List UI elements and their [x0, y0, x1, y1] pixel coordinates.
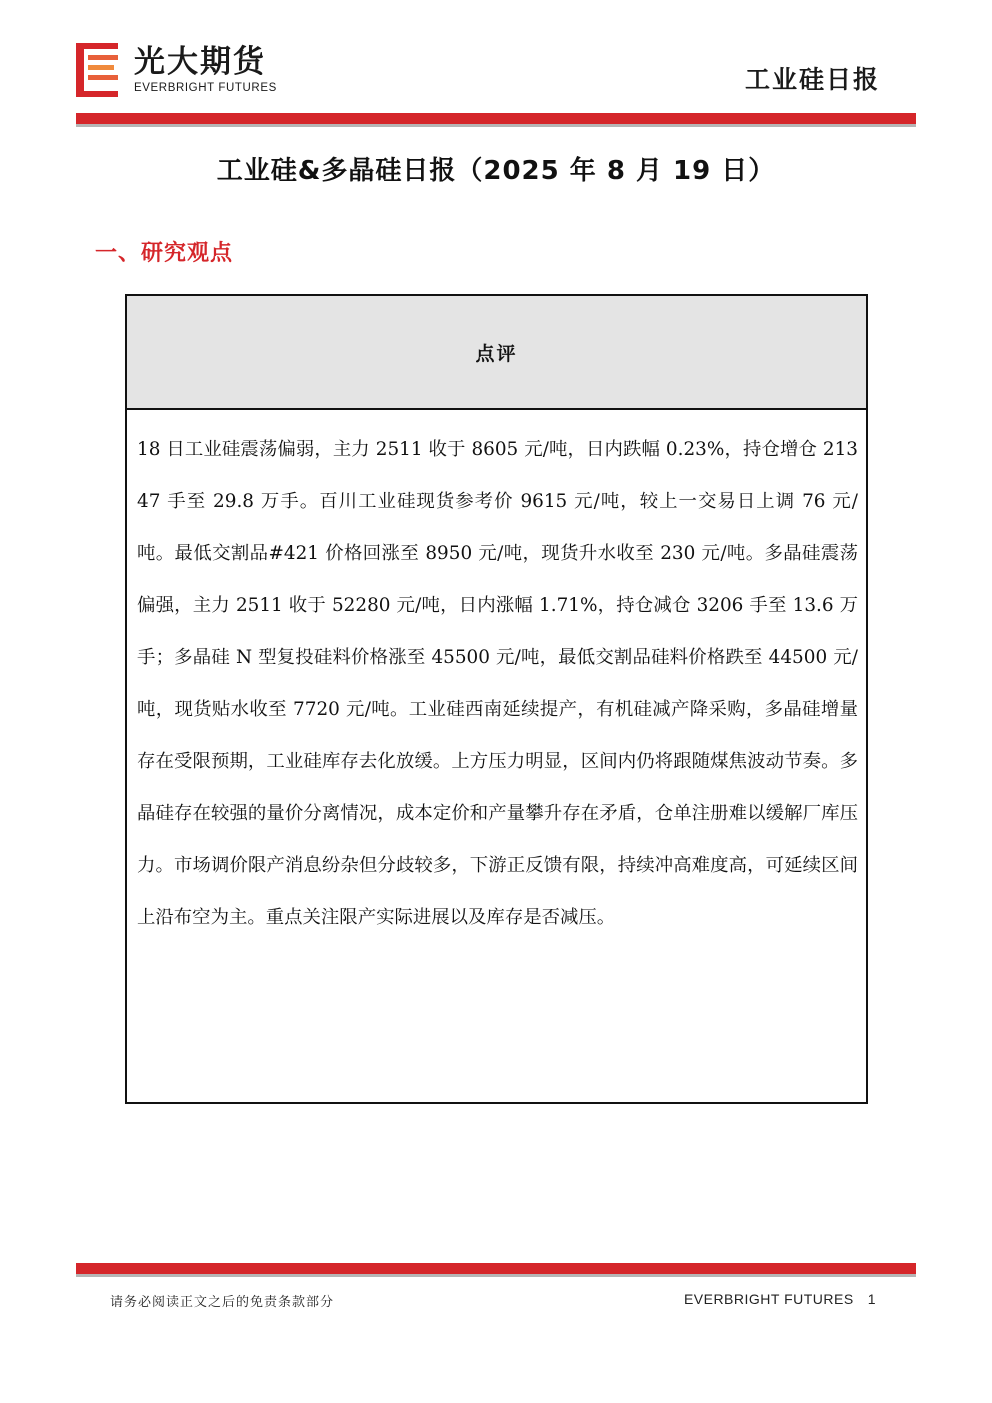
logo-chinese-name: 光大期货: [134, 44, 266, 80]
footer-divider: [76, 1263, 916, 1277]
logo-english-name: EVERBRIGHT FUTURES: [134, 82, 277, 94]
report-type-title: 工业硅日报: [744, 65, 880, 94]
section-heading: 一、研究观点: [95, 241, 234, 266]
comment-table-header: 点评: [127, 296, 866, 410]
footer-brand-block: [684, 1291, 876, 1307]
comment-table: [125, 294, 868, 1104]
comment-table-body: 18 日工业硅震荡偏弱，主力 2511 收于 8605 元/吨，日内跌幅 0.23%，持仓增仓 21347 手至 29.8 万手。百川工业硅现货参考价 9615 元/吨，较上一交易日上调 76 元/吨。最低交割品#421 价格回涨至 8950 元/吨，现货升水收至 230 元/吨。多晶硅震荡偏强，主力 2511 收于 52280 元/吨，日内涨幅 1.71%，持仓减仓 3206 手至 13.6 万手；多晶硅 N 型复投硅料价格涨至 45500 元/吨，最低交割品硅料价格跌至 44500 元/吨，现货贴水收至 7720 元/吨。工业硅西南延续提产，有机硅减产降采购，多晶硅增量存在受限预期，工业硅库存去化放缓。上方压力明显，区间内仍将跟随煤焦波动节奏。多晶硅存在较强的量价分离情况，成本定价和产量攀升存在矛盾，仓单注册难以缓解厂库压力。市场调价限产消息纷杂但分歧较多，下游正反馈有限，持续冲高难度高，可延续区间上沿布空为主。重点关注限产实际进展以及库存是否减压。: [137, 439, 858, 928]
footer-brand: EVERBRIGHT FUTURES: [683, 1291, 854, 1307]
company-logo: [76, 42, 277, 98]
header-divider: [76, 113, 916, 127]
page-number: 1: [867, 1291, 876, 1307]
document-title: 工业硅&多晶硅日报（2025 年 8 月 19 日）: [216, 156, 776, 186]
everbright-logo-icon: [76, 43, 118, 97]
footer-disclaimer: 请务必阅读正文之后的免责条款部分: [110, 1295, 335, 1310]
